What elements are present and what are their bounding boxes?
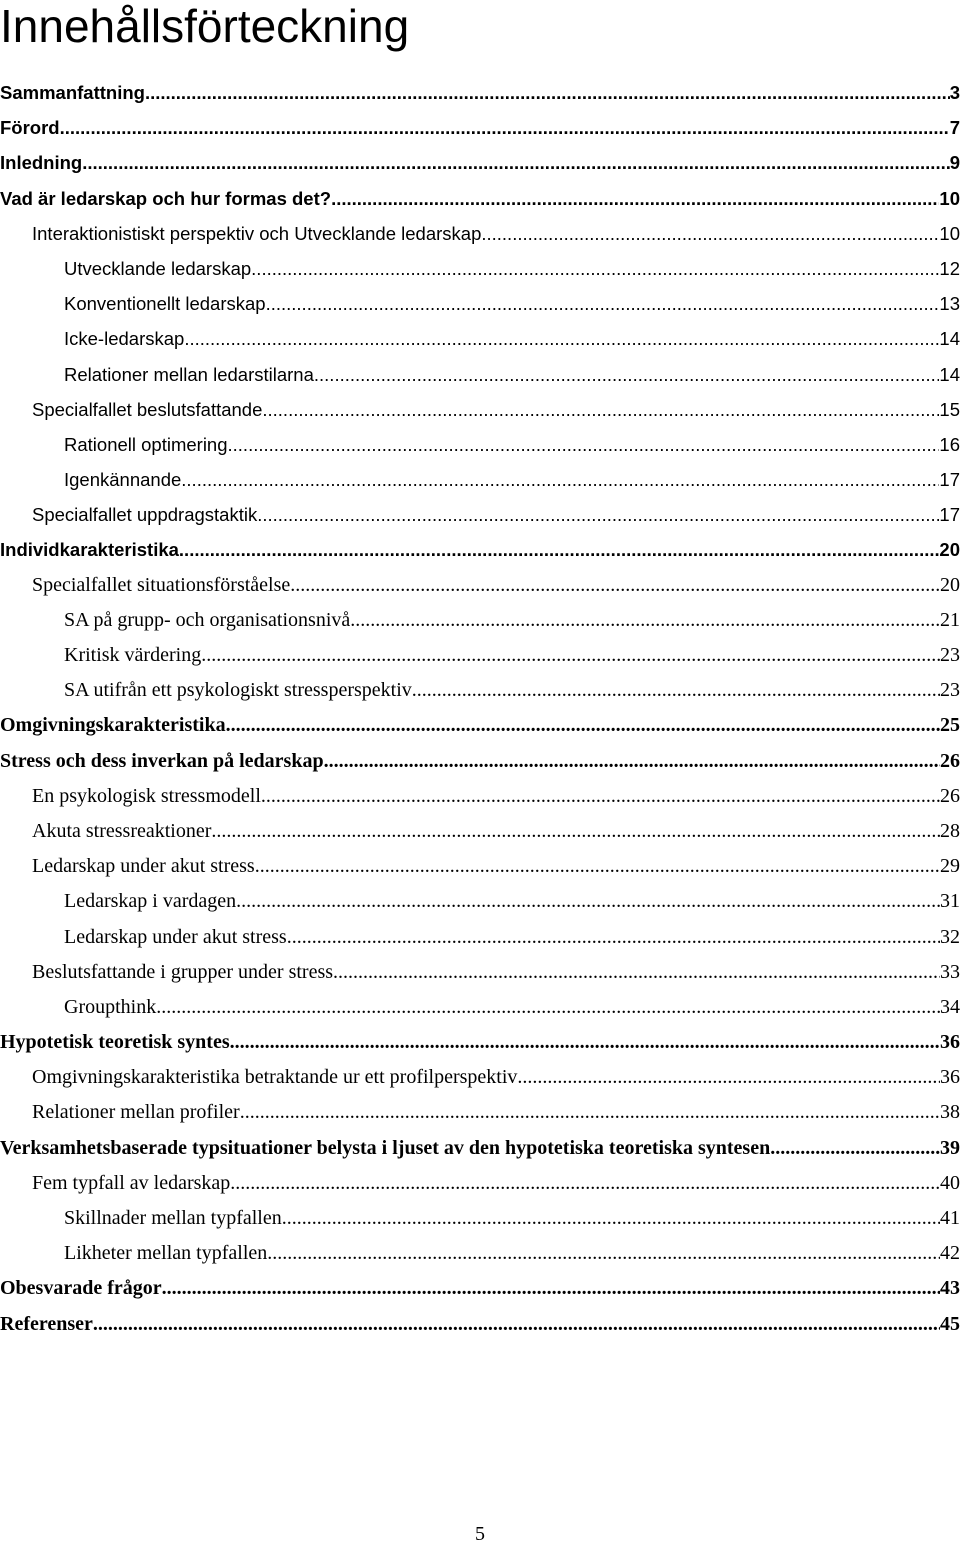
- toc-dot-leader: [287, 920, 940, 955]
- toc-entry-page: 43: [940, 1277, 960, 1300]
- toc-entry-label: Konventionellt ledarskap: [64, 293, 266, 315]
- toc-entry[interactable]: [0, 603, 960, 638]
- toc-entry-label: Hypotetisk teoretisk syntes: [0, 1031, 230, 1054]
- toc-entry-page: 36: [940, 1066, 960, 1089]
- toc-entry-label: Vad är ledarskap och hur formas det?: [0, 187, 332, 209]
- toc-entry-label: Rationell optimering: [64, 433, 228, 455]
- toc-dot-leader: [145, 75, 950, 110]
- toc-entry[interactable]: [0, 638, 960, 673]
- toc-dot-leader: [181, 462, 939, 497]
- toc-entry-label: Beslutsfattande i grupper under stress: [32, 960, 334, 983]
- toc-entry[interactable]: [0, 532, 960, 567]
- toc-entry-label: Kritisk värdering: [64, 644, 202, 666]
- toc-entry-page: 23: [940, 644, 960, 666]
- toc-entry-page: 17: [939, 469, 960, 491]
- toc-dot-leader: [333, 955, 940, 990]
- toc-entry-label: Igenkännande: [64, 469, 182, 491]
- toc-entry-page: 21: [940, 608, 960, 631]
- toc-dot-leader: [60, 110, 950, 145]
- toc-dot-leader: [226, 708, 940, 743]
- toc-entry-page: 14: [939, 328, 960, 350]
- toc-dot-leader: [261, 779, 940, 814]
- toc-entry-page: 9: [949, 152, 960, 174]
- table-of-contents: [0, 75, 960, 1342]
- toc-entry-page: 3: [949, 82, 960, 103]
- toc-entry-page: 7: [949, 117, 960, 139]
- toc-dot-leader: [517, 1060, 940, 1095]
- toc-entry-page: 23: [940, 679, 960, 702]
- toc-entry[interactable]: [0, 884, 960, 919]
- toc-entry-page: 14: [939, 363, 960, 385]
- toc-entry-page: 31: [940, 890, 960, 913]
- toc-entry-page: 20: [939, 539, 960, 561]
- toc-entry-label: Interaktionistiskt perspektiv och Utvecklande ledarskap: [32, 222, 482, 244]
- toc-entry-page: 26: [940, 749, 960, 772]
- toc-entry-label: Skillnader mellan typfallen: [64, 1207, 282, 1229]
- toc-entry[interactable]: [0, 955, 960, 990]
- toc-entry-label: Individkarakteristika: [0, 539, 179, 561]
- toc-dot-leader: [331, 181, 939, 216]
- toc-entry[interactable]: [0, 779, 960, 814]
- toc-entry-label: SA på grupp- och organisationsnivå: [64, 608, 351, 631]
- toc-entry-page: 33: [940, 960, 960, 983]
- toc-dot-leader: [324, 744, 940, 779]
- toc-entry-label: Stress och dess inverkan på ledarskap: [0, 749, 324, 772]
- toc-entry-label: Icke-ledarskap: [64, 328, 185, 350]
- toc-entry-label: Förord: [0, 117, 60, 139]
- toc-dot-leader: [162, 1271, 940, 1306]
- toc-entry[interactable]: [0, 744, 960, 779]
- toc-entry[interactable]: [0, 814, 960, 849]
- toc-entry[interactable]: [0, 1307, 960, 1342]
- toc-entry-page: 15: [939, 398, 960, 420]
- toc-entry-label: SA utifrån ett psykologiskt stressperspektiv: [64, 679, 412, 702]
- toc-entry-label: Specialfallet situationsförståelse: [32, 573, 291, 596]
- toc-entry[interactable]: [0, 1166, 960, 1201]
- toc-entry-label: Omgivningskarakteristika: [0, 714, 226, 737]
- toc-entry-page: 28: [940, 819, 960, 842]
- toc-entry-page: 36: [940, 1031, 960, 1054]
- toc-dot-leader: [240, 1095, 940, 1130]
- toc-entry[interactable]: [0, 216, 960, 251]
- toc-dot-leader: [179, 532, 940, 567]
- toc-entry-page: 38: [940, 1101, 960, 1124]
- toc-entry-page: 32: [940, 925, 960, 948]
- toc-dot-leader: [282, 1201, 940, 1236]
- toc-entry-label: En psykologisk stressmodell: [32, 784, 261, 807]
- toc-entry[interactable]: [0, 849, 960, 884]
- toc-entry[interactable]: [0, 497, 960, 532]
- toc-entry-page: 25: [940, 714, 960, 737]
- toc-entry-label: Specialfallet uppdragstaktik: [32, 504, 258, 526]
- toc-entry-page: 39: [940, 1136, 960, 1159]
- toc-dot-leader: [93, 1307, 940, 1342]
- toc-entry[interactable]: [0, 286, 960, 321]
- toc-dot-leader: [230, 1166, 940, 1201]
- page-title: Innehållsförteckning: [0, 0, 410, 52]
- toc-dot-leader: [267, 1236, 940, 1271]
- toc-dot-leader: [770, 1131, 940, 1166]
- page-number: 5: [475, 1523, 485, 1545]
- toc-entry[interactable]: [0, 990, 960, 1025]
- toc-entry[interactable]: [0, 110, 960, 145]
- toc-entry[interactable]: [0, 1201, 960, 1236]
- toc-entry[interactable]: [0, 1236, 960, 1271]
- toc-entry[interactable]: [0, 357, 960, 392]
- toc-entry[interactable]: [0, 321, 960, 356]
- toc-entry-page: 13: [939, 293, 960, 315]
- toc-dot-leader: [201, 638, 940, 673]
- toc-entry-page: 45: [940, 1312, 960, 1335]
- toc-entry[interactable]: [0, 75, 960, 110]
- toc-dot-leader: [290, 568, 940, 603]
- toc-entry-label: Groupthink: [64, 995, 157, 1018]
- toc-entry-label: Relationer mellan profiler: [32, 1101, 240, 1124]
- toc-entry[interactable]: [0, 568, 960, 603]
- toc-entry-label: Relationer mellan ledarstilarna: [64, 363, 314, 385]
- toc-entry[interactable]: [0, 920, 960, 955]
- toc-entry[interactable]: [0, 1271, 960, 1306]
- toc-dot-leader: [255, 849, 940, 884]
- toc-entry[interactable]: [0, 1095, 960, 1130]
- toc-entry-page: 41: [940, 1207, 960, 1229]
- toc-entry[interactable]: [0, 1060, 960, 1095]
- toc-entry-label: Sammanfattning: [0, 82, 145, 103]
- toc-dot-leader: [481, 216, 939, 251]
- toc-entry[interactable]: [0, 392, 960, 427]
- toc-entry-page: 12: [939, 257, 960, 279]
- toc-entry[interactable]: [0, 673, 960, 708]
- toc-dot-leader: [262, 392, 939, 427]
- toc-entry-label: Referenser: [0, 1312, 93, 1335]
- toc-entry-page: 10: [939, 222, 960, 244]
- toc-entry-page: 17: [939, 504, 960, 526]
- toc-entry-page: 20: [940, 573, 960, 596]
- toc-entry-label: Omgivningskarakteristika betraktande ur ett profilperspektiv: [32, 1066, 518, 1089]
- toc-dot-leader: [257, 497, 939, 532]
- toc-entry-page: 34: [940, 995, 960, 1018]
- toc-entry-label: Inledning: [0, 152, 83, 174]
- toc-entry-label: Fem typfall av ledarskap: [32, 1171, 231, 1194]
- toc-dot-leader: [251, 251, 939, 286]
- toc-entry-page: 16: [939, 433, 960, 455]
- toc-entry-page: 42: [940, 1242, 960, 1265]
- toc-entry[interactable]: [0, 708, 960, 743]
- toc-dot-leader: [82, 145, 949, 180]
- toc-dot-leader: [412, 673, 940, 708]
- toc-dot-leader: [350, 603, 940, 638]
- toc-entry-label: Utvecklande ledarskap: [64, 257, 252, 279]
- toc-entry-label: Obesvarade frågor: [0, 1277, 162, 1300]
- toc-entry-page: 40: [940, 1171, 960, 1194]
- toc-entry[interactable]: [0, 145, 960, 180]
- toc-entry[interactable]: [0, 181, 960, 216]
- toc-dot-leader: [211, 814, 940, 849]
- toc-entry-label: Ledarskap i vardagen: [64, 890, 237, 913]
- toc-entry[interactable]: [0, 1025, 960, 1060]
- toc-entry[interactable]: [0, 1131, 960, 1166]
- toc-entry-page: 29: [940, 855, 960, 878]
- toc-dot-leader: [230, 1025, 940, 1060]
- toc-entry[interactable]: [0, 251, 960, 286]
- toc-entry-label: Likheter mellan typfallen: [64, 1242, 268, 1265]
- toc-entry-label: Verksamhetsbaserade typsituationer belysta i ljuset av den hypotetiska teoretiska syntesen: [0, 1136, 771, 1159]
- toc-entry-label: Akuta stressreaktioner: [32, 819, 212, 842]
- toc-entry[interactable]: [0, 427, 960, 462]
- toc-entry[interactable]: [0, 462, 960, 497]
- toc-entry-label: Ledarskap under akut stress: [64, 925, 287, 948]
- toc-dot-leader: [236, 884, 940, 919]
- toc-entry-label: Ledarskap under akut stress: [32, 855, 255, 878]
- toc-dot-leader: [184, 321, 939, 356]
- toc-dot-leader: [228, 427, 940, 462]
- toc-dot-leader: [266, 286, 940, 321]
- toc-entry-page: 10: [939, 187, 960, 209]
- toc-dot-leader: [314, 357, 940, 392]
- toc-entry-label: Specialfallet beslutsfattande: [32, 398, 263, 420]
- toc-entry-page: 26: [940, 784, 960, 807]
- toc-dot-leader: [156, 990, 940, 1025]
